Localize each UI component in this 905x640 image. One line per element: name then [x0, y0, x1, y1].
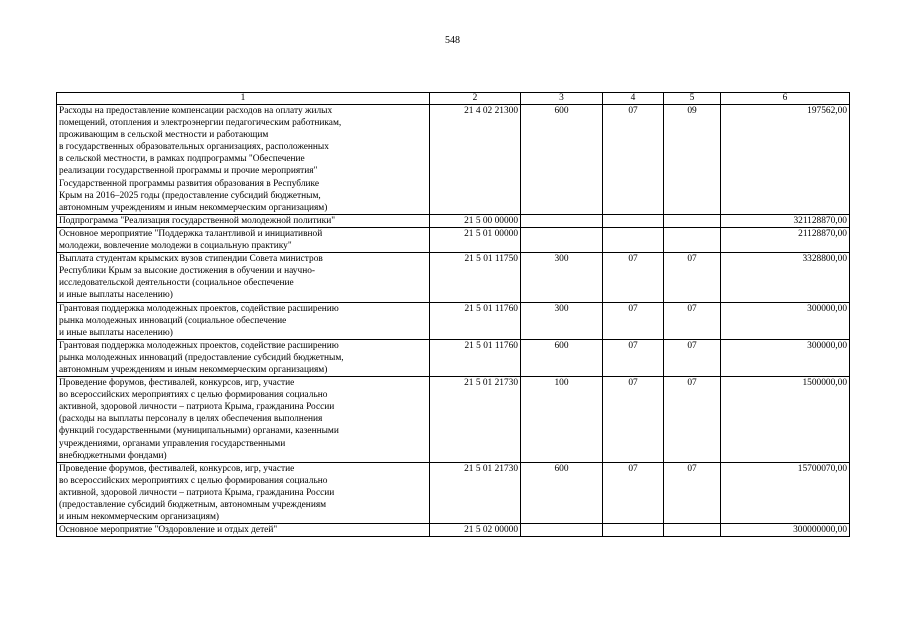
row-pr: 07: [664, 253, 721, 302]
row-code: 21 5 01 11760: [430, 302, 521, 339]
row-vr: 300: [521, 302, 603, 339]
description-line: Крым на 2016–2025 годы (предоставление субсидий бюджетным,: [59, 190, 321, 201]
row-vr: 600: [521, 339, 603, 376]
row-rz: 07: [603, 339, 664, 376]
row-code: 21 5 01 21730: [430, 377, 521, 463]
description-line: Проведение форумов, фестивалей, конкурсов, игр, участие: [59, 378, 295, 389]
column-header-3: 3: [521, 93, 603, 105]
header-row: [57, 93, 850, 105]
table-row: [57, 339, 850, 376]
description-line: в государственных образовательных организациях, расположенных: [59, 142, 329, 153]
row-description: [57, 214, 430, 227]
description-line: внебюджетными фондами): [59, 450, 167, 461]
table-row: [57, 214, 850, 227]
description-line: автономным учреждениям и иным некоммерческим организациям): [59, 364, 328, 375]
description-line: Выплата студентам крымских вузов стипендии Совета министров: [59, 254, 323, 265]
row-pr: [664, 227, 721, 252]
row-code: 21 5 02 00000: [430, 524, 521, 537]
row-sum: 300000000,00: [721, 524, 850, 537]
description-line: молодежи, вовлечение молодежи в социальную практику": [59, 241, 292, 252]
description-line: реализации государственной программы и прочие мероприятия": [59, 166, 318, 177]
row-sum: 300000,00: [721, 339, 850, 376]
row-pr: [664, 214, 721, 227]
description-line: Основное мероприятие "Поддержка талантливой и инициативной: [59, 228, 323, 239]
table-row: [57, 524, 850, 537]
column-header-5: 5: [664, 93, 721, 105]
row-code: 21 4 02 21300: [430, 105, 521, 215]
row-code: 21 5 01 21730: [430, 462, 521, 523]
row-vr: [521, 227, 603, 252]
description-line: функций государственными (муниципальными) органами, казенными: [59, 426, 339, 437]
description-line: во всероссийских мероприятиях с целью формирования социально: [59, 475, 328, 486]
row-description: [57, 462, 430, 523]
description-line: автономным учреждениям и иным некоммерческим организациям): [59, 202, 328, 213]
row-sum: 300000,00: [721, 302, 850, 339]
description-line: Государственной программы развития образования в Республике: [59, 178, 320, 189]
row-rz: [603, 524, 664, 537]
table-row: [57, 253, 850, 302]
description-line: активной, здоровой личности – патриота Крыма, гражданина России: [59, 487, 335, 498]
row-sum: 21128870,00: [721, 227, 850, 252]
row-vr: 300: [521, 253, 603, 302]
row-pr: 07: [664, 339, 721, 376]
row-code: 21 5 00 00000: [430, 214, 521, 227]
row-vr: [521, 214, 603, 227]
row-rz: 07: [603, 105, 664, 215]
row-rz: 07: [603, 302, 664, 339]
row-pr: 09: [664, 105, 721, 215]
row-description: [57, 302, 430, 339]
description-line: Грантовая поддержка молодежных проектов, содействие расширению: [59, 340, 339, 351]
page-number: 548: [445, 35, 460, 46]
row-sum: 197562,00: [721, 105, 850, 215]
description-line: Республики Крым за высокие достижения в обучении и научно-: [59, 266, 316, 277]
description-line: рынка молодежных инноваций (социальное обеспечение: [59, 315, 287, 326]
description-line: в сельской местности, в рамках подпрограммы "Обеспечение: [59, 154, 305, 165]
table-row: [57, 462, 850, 523]
row-rz: 07: [603, 462, 664, 523]
row-rz: [603, 227, 664, 252]
row-description: [57, 105, 430, 215]
row-description: [57, 339, 430, 376]
row-code: 21 5 01 11750: [430, 253, 521, 302]
row-vr: 600: [521, 462, 603, 523]
table-row: [57, 227, 850, 252]
row-rz: 07: [603, 377, 664, 463]
budget-table: [56, 92, 850, 537]
column-header-2: 2: [430, 93, 521, 105]
table-row: [57, 377, 850, 463]
row-rz: 07: [603, 253, 664, 302]
column-header-1: 1: [57, 93, 430, 105]
row-vr: [521, 524, 603, 537]
description-line: во всероссийских мероприятиях с целью формирования социально: [59, 390, 328, 401]
description-line: Подпрограмма "Реализация государственной молодежной политики": [59, 215, 336, 226]
description-line: Проведение форумов, фестивалей, конкурсов, игр, участие: [59, 463, 295, 474]
description-line: Основное мероприятие "Оздоровление и отдых детей": [59, 525, 278, 536]
column-header-6: 6: [721, 93, 850, 105]
row-rz: [603, 214, 664, 227]
description-line: (расходы на выплаты персоналу в целях обеспечения выполнения: [59, 414, 323, 425]
row-pr: [664, 524, 721, 537]
row-sum: 1500000,00: [721, 377, 850, 463]
table-row: [57, 105, 850, 215]
description-line: рынка молодежных инноваций (предоставление субсидий бюджетным,: [59, 352, 344, 363]
description-line: помещений, отопления и электроэнергии педагогическим работникам,: [59, 118, 342, 129]
description-line: и иные выплаты населению): [59, 290, 173, 301]
description-line: и иным некоммерческим организациям): [59, 512, 220, 523]
row-sum: 321128870,00: [721, 214, 850, 227]
row-code: 21 5 01 11760: [430, 339, 521, 376]
row-description: [57, 377, 430, 463]
row-vr: 600: [521, 105, 603, 215]
row-description: [57, 253, 430, 302]
description-line: исследовательской деятельности (социальное обеспечение: [59, 278, 294, 289]
row-sum: 3328800,00: [721, 253, 850, 302]
row-pr: 07: [664, 302, 721, 339]
row-pr: 07: [664, 377, 721, 463]
description-line: (предоставление субсидий бюджетным, автономным учреждениям: [59, 500, 327, 510]
table-row: [57, 302, 850, 339]
row-code: 21 5 01 00000: [430, 227, 521, 252]
description-line: активной, здоровой личности – патриота Крыма, гражданина России: [59, 402, 335, 413]
table-body: [57, 105, 850, 537]
description-line: учреждениями, органами управления государственными: [59, 438, 286, 449]
row-description: [57, 524, 430, 537]
description-line: проживающим в сельской местности и работающим: [59, 130, 269, 141]
row-description: [57, 227, 430, 252]
description-line: и иные выплаты населению): [59, 327, 173, 338]
row-pr: 07: [664, 462, 721, 523]
column-header-4: 4: [603, 93, 664, 105]
row-sum: 15700070,00: [721, 462, 850, 523]
row-vr: 100: [521, 377, 603, 463]
description-line: Расходы на предоставление компенсации расходов на оплату жилых: [59, 106, 333, 116]
description-line: Грантовая поддержка молодежных проектов, содействие расширению: [59, 303, 339, 314]
